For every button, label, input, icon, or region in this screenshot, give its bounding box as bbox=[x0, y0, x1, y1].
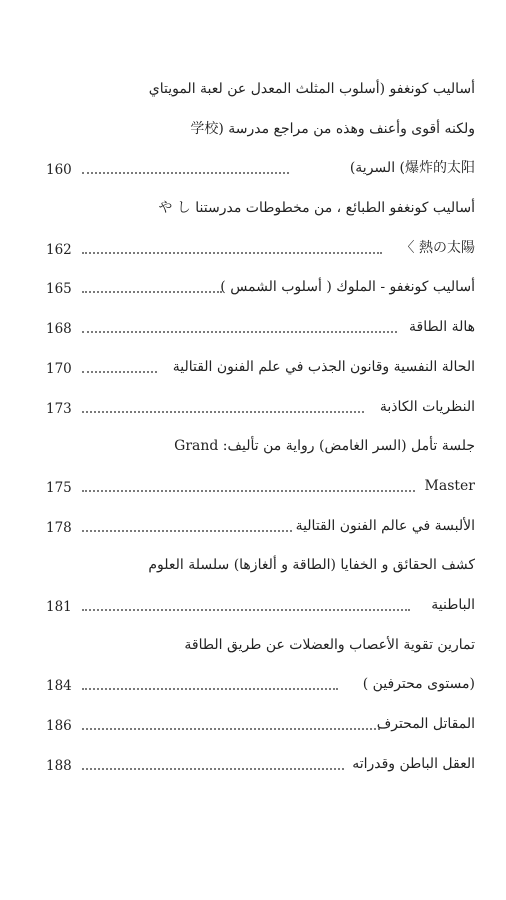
toc-entry-text: النظريات الكاذبة bbox=[379, 398, 475, 415]
dot-leader bbox=[82, 252, 382, 254]
dot-leader bbox=[82, 609, 410, 611]
toc-line bbox=[0, 548, 506, 588]
toc-line[interactable] bbox=[0, 667, 506, 707]
toc-entry-text: 爆炸的太阳) السرية) bbox=[349, 160, 475, 177]
toc-entry-text: المقاتل المحترف bbox=[376, 716, 475, 732]
dot-leader bbox=[82, 490, 415, 492]
toc-entry-text: 熱の太陽 〉 bbox=[400, 239, 475, 256]
toc-line bbox=[0, 72, 506, 112]
dot-leader bbox=[82, 291, 222, 293]
dot-leader bbox=[82, 728, 380, 730]
dot-leader bbox=[82, 371, 157, 373]
toc-line[interactable] bbox=[0, 350, 506, 390]
toc-page-number: 184 bbox=[46, 678, 72, 695]
toc-page-number: 175 bbox=[46, 479, 72, 496]
toc-page-number: 186 bbox=[46, 718, 72, 734]
toc-entry-text: أساليب كونغفو (أسلوب المثلث المعدل عن لعبة المويتاي bbox=[148, 81, 475, 97]
toc-page-number: 160 bbox=[46, 162, 72, 179]
toc-entry-text: أساليب كونغفو الطبائع ، من مخطوطات مدرستنا や し bbox=[158, 200, 475, 217]
toc-entry-text: هالة الطاقة bbox=[409, 319, 475, 336]
toc-line[interactable] bbox=[0, 469, 506, 509]
toc-entry-text: العقل الباطن وقدراته bbox=[352, 755, 475, 772]
dot-leader bbox=[82, 768, 344, 770]
toc-line[interactable] bbox=[0, 151, 506, 191]
toc-page-number: 165 bbox=[46, 281, 72, 298]
toc-entry-text: Master bbox=[424, 477, 475, 494]
dot-leader bbox=[82, 172, 289, 174]
toc-line[interactable] bbox=[0, 588, 506, 628]
table-of-contents bbox=[0, 72, 506, 786]
dot-leader bbox=[82, 530, 292, 532]
toc-page-number: 188 bbox=[46, 757, 72, 774]
toc-page-number: 168 bbox=[46, 321, 72, 338]
toc-line[interactable] bbox=[0, 390, 506, 430]
toc-entry-text: الباطنية bbox=[431, 596, 475, 613]
toc-entry-text: كشف الحقائق و الخفايا (الطاقة و ألغازها) سلسلة العلوم bbox=[148, 557, 475, 574]
toc-line bbox=[0, 112, 506, 152]
toc-page-number: 173 bbox=[46, 400, 72, 417]
toc-line bbox=[0, 191, 506, 231]
dot-leader bbox=[82, 688, 338, 690]
toc-entry-text: أساليب كونغفو - الملوك ( أسلوب الشمس ) bbox=[220, 279, 475, 296]
toc-entry-text: الحالة النفسية وقانون الجذب في علم الفنون القتالية bbox=[172, 358, 475, 375]
toc-line[interactable] bbox=[0, 270, 506, 310]
toc-entry-text: (مستوى محترفين ) bbox=[362, 676, 475, 693]
toc-page-number: 181 bbox=[46, 598, 72, 615]
toc-line[interactable] bbox=[0, 509, 506, 549]
toc-line[interactable] bbox=[0, 707, 506, 747]
toc-entry-text: جلسة تأمل (السر الغامض) رواية من تأليف: Grand bbox=[174, 438, 475, 455]
toc-line bbox=[0, 429, 506, 469]
toc-line[interactable] bbox=[0, 747, 506, 787]
toc-line bbox=[0, 628, 506, 668]
dot-leader bbox=[82, 331, 397, 333]
toc-line[interactable] bbox=[0, 310, 506, 350]
dot-leader bbox=[82, 411, 364, 413]
toc-entry-text: ولكنه أقوى وأعنف وهذه من مراجع مدرسة (学校 bbox=[190, 120, 475, 137]
toc-page-number: 178 bbox=[46, 519, 72, 536]
toc-page-number: 170 bbox=[46, 360, 72, 377]
toc-entry-text: الألبسة في عالم الفنون القتالية bbox=[295, 517, 475, 534]
toc-entry-text: تمارين تقوية الأعصاب والعضلات عن طريق الطاقة bbox=[184, 636, 475, 653]
toc-line[interactable] bbox=[0, 231, 506, 271]
toc-page-number: 162 bbox=[46, 241, 72, 258]
